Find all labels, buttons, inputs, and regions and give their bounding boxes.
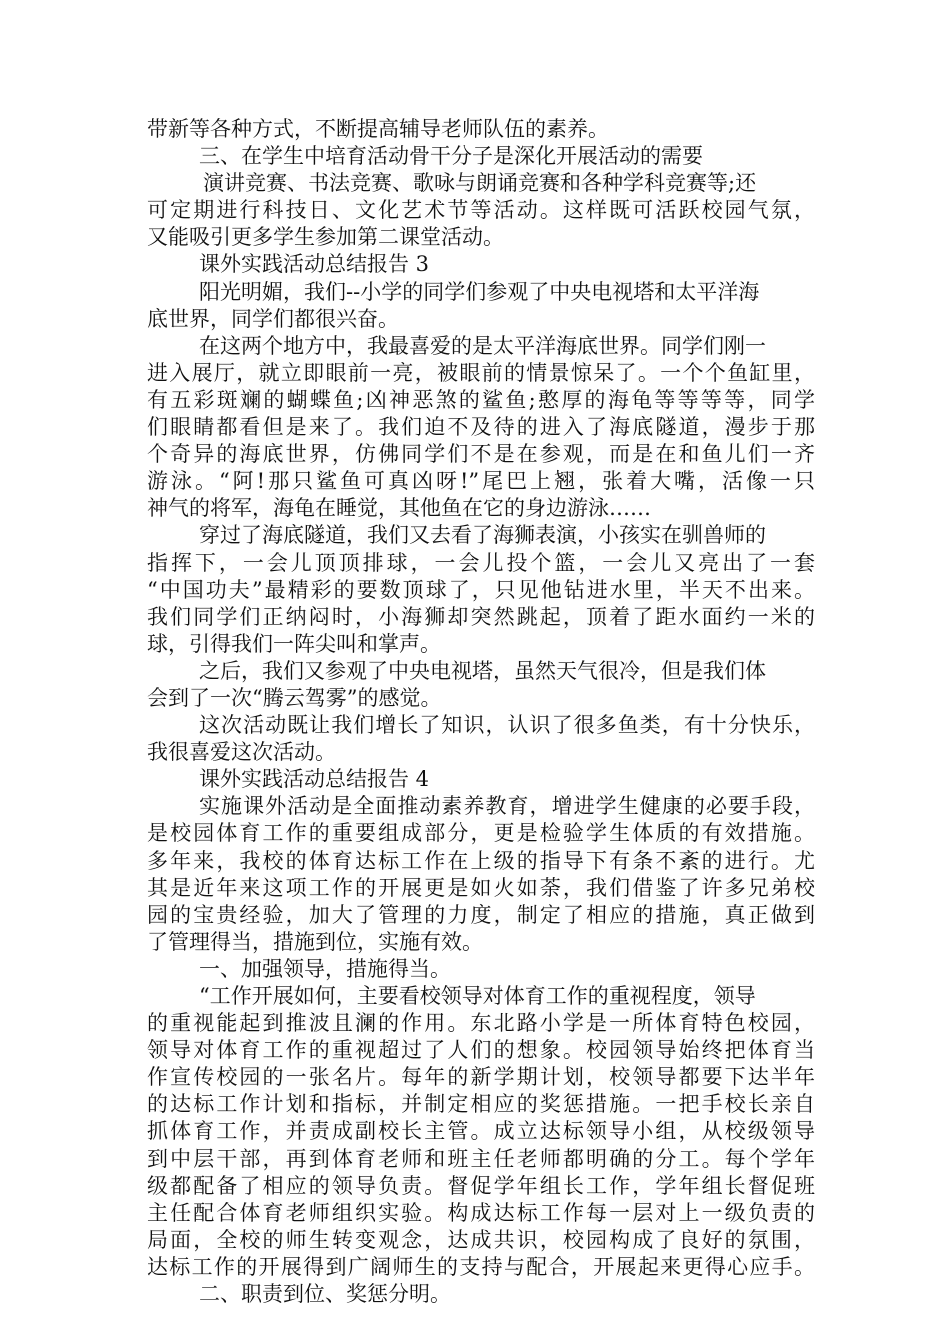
text-line: 有五彩斑斓的蝴蝶鱼;凶神恶煞的鲨鱼;憨厚的海龟等等等等，同学	[147, 387, 815, 412]
text-line: 我很喜爱这次活动。	[147, 740, 336, 765]
text-line: 我们同学们正纳闷时，小海狮却突然跳起，顶着了距水面约一米的	[147, 604, 815, 629]
text-line: “工作开展如何，主要看校领导对体育工作的重视程度，领导	[199, 984, 756, 1008]
document-page	[147, 116, 815, 1308]
text-line: 带新等各种方式，不断提高辅导老师队伍的素养。	[147, 117, 609, 141]
text-line: 指挥下，一会儿顶顶排球，一会儿投个篮，一会儿又亮出了一套	[147, 550, 815, 575]
text-line: 演讲竞赛、书法竞赛、歌咏与朗诵竞赛和各种学科竞赛等;还	[203, 171, 757, 196]
text-line: 的达标工作计划和指标，并制定相应的奖惩措施。一把手校长亲自	[147, 1092, 815, 1117]
text-line: 神气的将军，海龟在睡觉，其他鱼在它的身边游泳……	[147, 496, 651, 521]
text-line: 们眼睛都看但是来了。我们迫不及待的进入了海底隧道，漫步于那	[147, 415, 815, 440]
text-line: 到中层干部，再到体育老师和班主任老师都明确的分工。每个学年	[147, 1146, 815, 1171]
text-line: 主任配合体育老师组织实验。构成达标工作每一层对上一级负责的	[147, 1200, 815, 1225]
text-line: 可定期进行科技日、文化艺术节等活动。这样既可活跃校园气氛，	[147, 198, 815, 223]
text-line: 球，引得我们一阵尖叫和掌声。	[147, 631, 441, 656]
text-line: 这次活动既让我们增长了知识，认识了很多鱼类，有十分快乐，	[199, 713, 815, 738]
text-line: “中国功夫”最精彩的要数顶球了，只见他钻进水里，半天不出来。	[147, 577, 815, 602]
text-line: 课外实践活动总结报告 4	[199, 767, 430, 792]
text-line: 园的宝贵经验，加大了管理的力度，制定了相应的措施，真正做到	[147, 902, 815, 927]
text-line: 底世界，同学们都很兴奋。	[147, 306, 399, 331]
text-line: 级都配备了相应的领导负责。督促学年组长工作，学年组长督促班	[147, 1173, 815, 1198]
text-line: 穿过了海底隧道，我们又去看了海狮表演，小孩实在驯兽师的	[199, 523, 766, 548]
text-line: 是校园体育工作的重要组成部分，更是检验学生体质的有效措施。	[147, 821, 815, 846]
text-line: 局面，全校的师生转变观念，达成共识，校园构成了良好的氛围，	[147, 1227, 815, 1252]
text-line: 其是近年来这项工作的开展更是如火如荼，我们借鉴了许多兄弟校	[147, 875, 815, 900]
text-line: 二、职责到位、奖惩分明。	[199, 1282, 451, 1307]
text-line: 之后，我们又参观了中央电视塔，虽然天气很冷，但是我们体	[199, 658, 766, 683]
text-line: 又能吸引更多学生参加第二课堂活动。	[147, 225, 504, 250]
text-line: 游泳。“阿!那只鲨鱼可真凶呀!”尾巴上翘，张着大嘴，活像一只	[147, 469, 815, 494]
text-line: 课外实践活动总结报告 3	[199, 252, 430, 277]
text-line: 了管理得当，措施到位，实施有效。	[147, 929, 483, 954]
text-line: 实施课外活动是全面推动素养教育，增进学生健康的必要手段，	[199, 794, 815, 819]
text-line: 一、加强领导，措施得当。	[199, 956, 451, 981]
text-line: 在这两个地方中，我最喜爱的是太平洋海底世界。同学们刚一	[199, 333, 766, 358]
text-line: 作宣传校园的一张名片。每年的新学期计划，校领导都要下达半年	[147, 1065, 815, 1090]
text-line: 达标工作的开展得到广阔师生的支持与配合，开展起来更得心应手。	[147, 1254, 815, 1279]
text-line: 领导对体育工作的重视超过了人们的想象。校园领导始终把体育当	[147, 1038, 815, 1063]
text-line: 会到了一次“腾云驾雾”的感觉。	[147, 685, 442, 710]
text-line: 阳光明媚，我们--小学的同学们参观了中央电视塔和太平洋海	[199, 279, 760, 304]
text-line: 多年来，我校的体育达标工作在上级的指导下有条不紊的进行。尤	[147, 848, 815, 873]
text-line: 个奇异的海底世界，仿佛同学们不是在参观，而是在和鱼儿们一齐	[147, 442, 815, 467]
text-line: 的重视能起到推波且澜的作用。东北路小学是一所体育特色校园，	[147, 1011, 815, 1036]
text-line: 抓体育工作，并责成副校长主管。成立达标领导小组，从校级领导	[147, 1119, 815, 1144]
text-line: 进入展厅，就立即眼前一亮，被眼前的情景惊呆了。一个个鱼缸里，	[147, 360, 815, 385]
text-line: 三、在学生中培育活动骨干分子是深化开展活动的需要	[199, 144, 703, 169]
